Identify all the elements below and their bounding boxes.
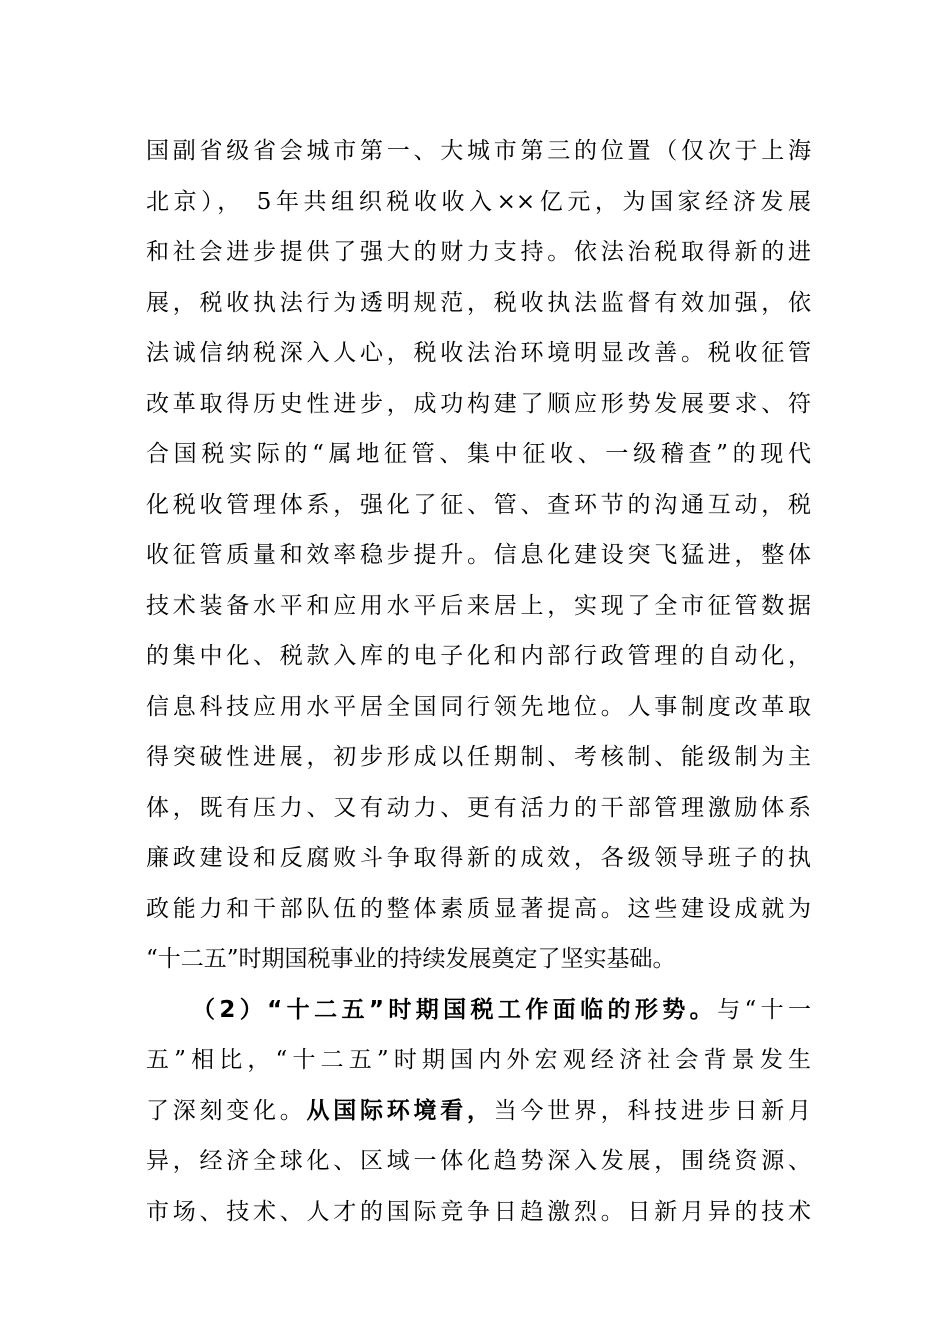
text-segment: 当今世界，科技进步日新月 (493, 1097, 811, 1124)
text-line: 收征管质量和效率稳步提升。信息化建设突飞猛进，整体 (146, 542, 811, 568)
text-line: 技术装备水平和应用水平后来居上，实现了全市征管数据 (146, 592, 811, 619)
text-line: 市场、技术、人才的国际竞争日趋激烈。日新月异的技术 (146, 1198, 811, 1225)
text-line: 信息科技应用水平居全国同行领先地位。人事制度改革取 (146, 693, 811, 720)
text-line: 五”相比，“十二五”时期国内外宏观经济社会背景发生 (146, 1047, 811, 1073)
text-segment: 了深刻变化。 (146, 1097, 307, 1124)
text-line: “十二五”时期国税事业的持续发展奠定了坚实基础。 (146, 946, 676, 972)
text-line: 得突破性进展，初步形成以任期制、考核制、能级制为主 (146, 744, 811, 770)
text-line (146, 1086, 811, 1137)
text-line: 法诚信纳税深入人心，税收法治环境明显改善。税收征管 (146, 340, 811, 366)
text-line: 国副省级省会城市第一、大城市第三的位置（仅次于上海 (146, 138, 811, 164)
section-heading-tail: 与“十一 (717, 996, 811, 1023)
text-line: 异，经济全球化、区域一体化趋势深入发展，围绕资源、 (146, 1148, 811, 1174)
text-line: 合国税实际的“属地征管、集中征收、一级稽查”的现代 (146, 441, 811, 467)
text-line: 廉政建设和反腐败斗争取得新的成效，各级领导班子的执 (146, 845, 811, 871)
text-line: 体，既有压力、又有动力、更有活力的干部管理激励体系 (146, 794, 811, 821)
document-body (146, 126, 811, 1237)
text-line: 政能力和干部队伍的整体素质显著提高。这些建设成就为 (146, 895, 811, 922)
text-line: 改革取得历史性进步，成功构建了顺应形势发展要求、符 (146, 390, 811, 417)
text-line: 和社会进步提供了强大的财力支持。依法治税取得新的进 (146, 239, 811, 265)
text-line: 化税收管理体系，强化了征、管、查环节的沟通互动，税 (146, 491, 811, 518)
section-heading-line (146, 985, 811, 1036)
text-line: 的集中化、税款入库的电子化和内部行政管理的自动化， (146, 643, 811, 669)
text-line: 北京）， 5年共组织税收收入××亿元，为国家经济发展 (146, 188, 811, 215)
section-heading: （2）“十二五”时期国税工作面临的形势。 (192, 996, 718, 1023)
text-line: 展，税收执法行为透明规范，税收执法监督有效加强，依 (146, 289, 811, 316)
bold-phrase: 从国际环境看， (306, 1097, 494, 1124)
